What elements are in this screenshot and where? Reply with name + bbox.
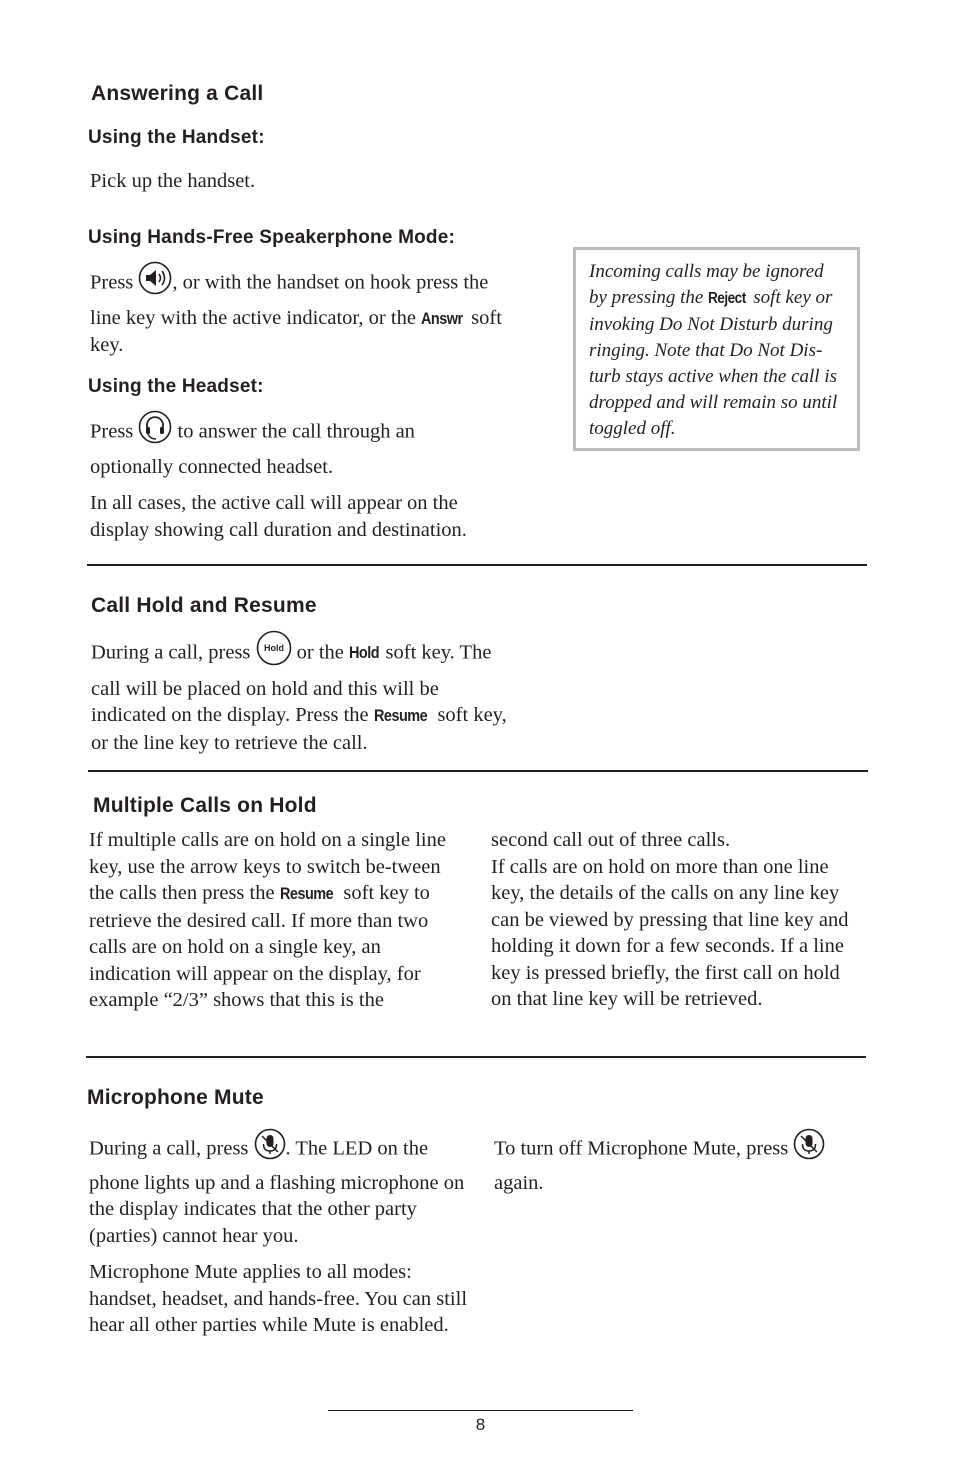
text-headset <box>90 412 500 543</box>
divider <box>88 770 868 772</box>
note-text: Incoming calls may be ignored by pressing the <box>589 261 824 308</box>
section-title-mute: Microphone Mute <box>87 1086 264 1109</box>
divider <box>87 564 867 566</box>
text-span: . The LED on the phone lights up and a flashing microphone on the display indicates that the other party (parties) cannot hear you. <box>89 1137 465 1247</box>
paragraph-all-cases: In all cases, the active call will appear on the display showing call duration and destination. <box>90 492 467 541</box>
section-title-multiple: Multiple Calls on Hold <box>93 794 317 817</box>
text-speakerphone <box>90 263 520 359</box>
mute-icon <box>254 1128 286 1168</box>
text-span: soft key to retrieve the desired call. If more than two calls are on hold on a single key, an indication will appear on the display, for example “2/3” shows that this is the <box>89 882 430 1011</box>
hold-key-label: Hold <box>263 643 284 653</box>
paragraph-mute-left-2: Microphone Mute applies to all modes: handset, headset, and hands-free. You can still hear all other parties while Mute is enabled. <box>89 1261 468 1336</box>
soft-key-resume: Resume <box>279 884 333 903</box>
text-handset <box>90 168 530 195</box>
soft-key-hold: Hold <box>349 643 380 663</box>
text-span: , or with the handset on hook press the line key with the active indicator, or the <box>90 271 489 329</box>
paragraph-hold <box>91 632 511 756</box>
paragraph-mute-left-1 <box>89 1130 469 1249</box>
speaker-icon <box>138 261 172 303</box>
headset-icon <box>138 410 172 452</box>
text-mute-right <box>494 1130 864 1196</box>
note-box <box>573 247 860 451</box>
section-title-answering: Answering a Call <box>91 82 264 105</box>
paragraph-multiple-right-1: second call out of three calls. <box>491 829 731 851</box>
text-span: During a call, press <box>91 641 256 664</box>
text-span: If multiple calls are on hold on a single line key, use the arrow keys to switch be-tween the calls then press the <box>89 829 446 904</box>
text-span: or the <box>291 641 350 664</box>
divider <box>86 1056 866 1058</box>
text-hold <box>91 632 511 756</box>
paragraph-mute-right <box>494 1130 864 1196</box>
mute-icon <box>793 1128 825 1168</box>
text-span: During a call, press <box>89 1137 254 1160</box>
text-multiple-left <box>89 827 459 1014</box>
text-span: Press <box>90 420 139 443</box>
soft-key-resume: Resume <box>373 706 427 725</box>
note-text: soft key or invoking Do Not Disturb during ringing. Note that Do Not Dis-turb stays active when the call is dropped and will remain so until toggled off. <box>589 287 838 439</box>
section-title-hold: Call Hold and Resume <box>91 594 317 617</box>
page-number: 8 <box>328 1410 633 1435</box>
heading-handset: Using the Handset: <box>88 127 265 148</box>
text-span: To turn off Microphone Mute, press <box>494 1137 794 1160</box>
text-span: soft key. <box>90 306 502 356</box>
text-span: soft key, or the line key to retrieve the call. <box>91 704 507 754</box>
text-span: soft key. The call will be placed on hold and this will be indicated on the display. Press the <box>91 641 492 726</box>
heading-headset: Using the Headset: <box>88 376 264 397</box>
heading-speakerphone: Using Hands-Free Speakerphone Mode: <box>88 227 456 248</box>
paragraph-handset: Pick up the handset. <box>90 170 256 192</box>
paragraph-speakerphone <box>90 263 520 359</box>
text-span: to answer the call through an optionally connected headset. <box>90 420 415 478</box>
text-multiple-right <box>491 827 863 1013</box>
soft-key-reject: Reject <box>708 290 746 307</box>
soft-key-answr: Answr <box>421 308 463 328</box>
text-span: Press <box>90 271 139 294</box>
paragraph-multiple-left <box>89 827 459 1014</box>
text-span: again. <box>494 1171 544 1194</box>
text-mute-left <box>89 1130 469 1339</box>
hold-key-icon <box>256 630 292 674</box>
paragraph-headset <box>90 412 500 480</box>
paragraph-multiple-right-2: If calls are on hold on more than one line key, the details of the calls on any line key can be viewed by pressing that line key and holding it down for a few seconds. If a line key is pressed briefly, the first call on hold on that line key will be retrieved. <box>491 855 849 1010</box>
